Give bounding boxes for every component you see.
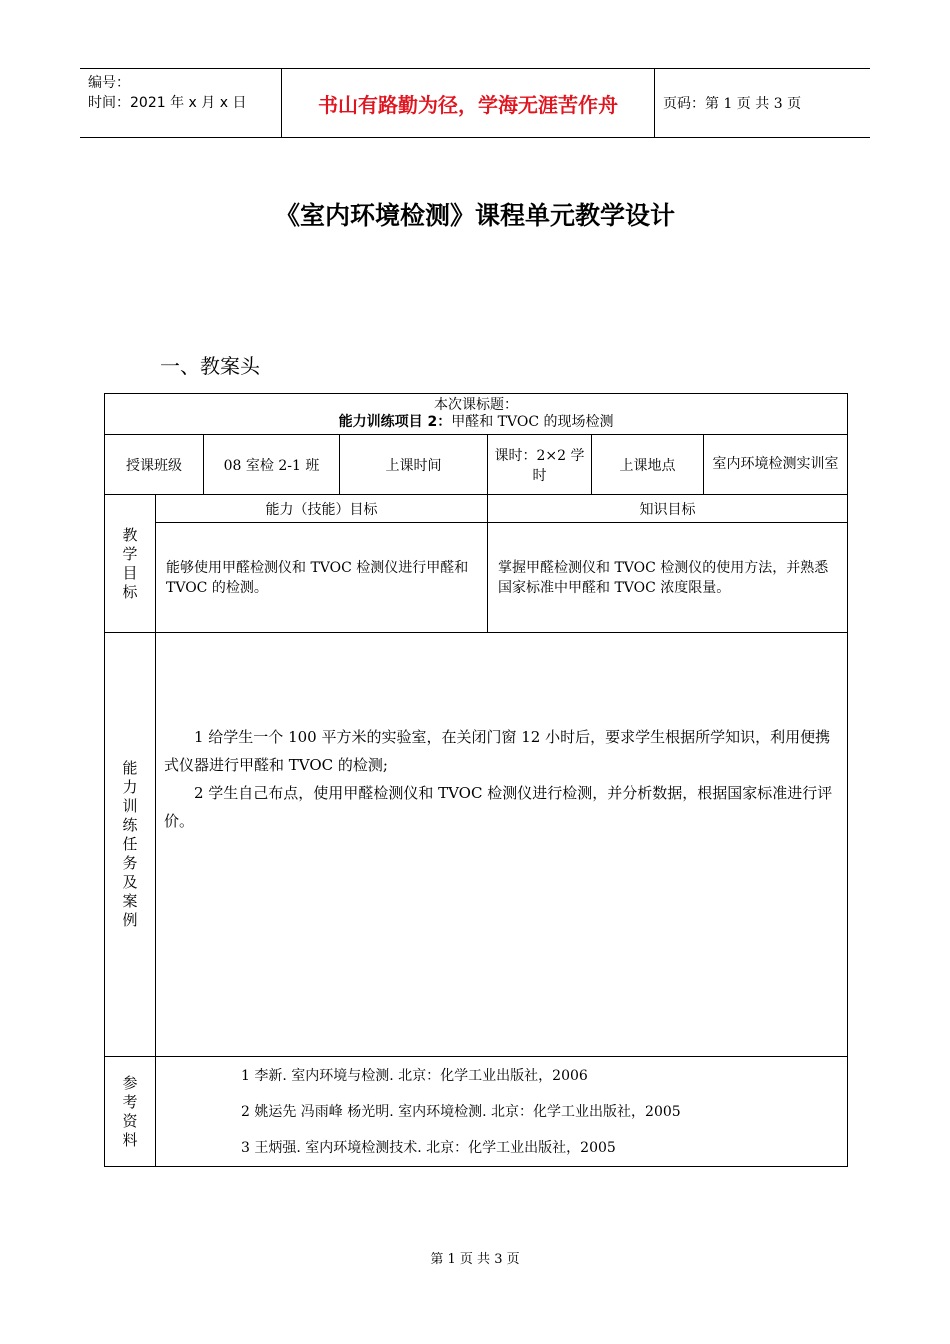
reference-item-3: 3 王炳强. 室内环境检测技术. 北京：化学工业出版社，2005 xyxy=(241,1139,616,1156)
tasks-label-char: 案 xyxy=(122,892,138,910)
time-label: 上课时间 xyxy=(340,435,488,495)
header-motto: 书山有路勤为径，学海无涯苦作舟 xyxy=(281,69,655,137)
knowledge-goal-header: 知识目标 xyxy=(488,495,848,523)
document-header xyxy=(80,68,870,138)
task-item-2: 2 学生自己布点，使用甲醛检测仪和 TVOC 检测仪进行检测，并分析数据，根据国家标准进行评价。 xyxy=(164,784,833,830)
reference-item-1: 1 李新. 室内环境与检测. 北京：化学工业出版社，2006 xyxy=(241,1067,588,1084)
topic-label: 本次课标题： xyxy=(434,397,519,413)
lesson-plan-table xyxy=(104,393,848,1167)
number-label: 编号： xyxy=(88,75,130,91)
tasks-label-char: 及 xyxy=(122,873,138,891)
tasks-label-char: 例 xyxy=(122,911,138,929)
goals-header-row xyxy=(105,495,848,523)
refs-label-char: 考 xyxy=(122,1092,138,1111)
class-label: 授课班级 xyxy=(105,435,204,495)
topic-title xyxy=(105,414,847,431)
tasks-label-char: 任 xyxy=(122,835,138,853)
tasks-label xyxy=(105,633,156,1057)
tasks-row xyxy=(105,633,848,1057)
tasks-label-char: 练 xyxy=(122,816,138,834)
document-title: 《室内环境检测》课程单元教学设计 xyxy=(274,201,675,230)
reference-item-2: 2 姚运先 冯雨峰 杨光明. 室内环境检测. 北京：化学工业出版社，2005 xyxy=(241,1103,681,1120)
goals-label-char: 学 xyxy=(122,544,138,563)
header-page-info: 页码：第 1 页 共 3 页 xyxy=(663,96,802,112)
goals-label xyxy=(105,495,156,633)
section-heading: 一、教案头 xyxy=(160,354,260,378)
topic-row xyxy=(105,394,848,435)
refs-label xyxy=(105,1057,156,1167)
refs-label-char: 料 xyxy=(122,1130,138,1149)
page-footer: 第 1 页 共 3 页 xyxy=(430,1252,520,1267)
knowledge-goal-text: 掌握甲醛检测仪和 TVOC 检测仪的使用方法，并熟悉国家标准中甲醛和 TVOC 浓度限量。 xyxy=(488,523,848,633)
topic-cell xyxy=(105,394,848,435)
date-label: 时间：2021 年 x 月 x 日 xyxy=(88,95,247,111)
skill-goal-header: 能力（技能）目标 xyxy=(156,495,488,523)
place-label: 上课地点 xyxy=(592,435,704,495)
place-value: 室内环境检测实训室 xyxy=(704,435,848,495)
topic-rest: 甲醛和 TVOC 的现场检测 xyxy=(451,414,614,430)
class-value: 08 室检 2-1 班 xyxy=(204,435,340,495)
task-item-1: 1 给学生一个 100 平方米的实验室，在关闭门窗 12 小时后，要求学生根据所学知识，利用便携式仪器进行甲醛和 TVOC 的检测; xyxy=(164,728,831,774)
topic-bold: 能力训练项目 2： xyxy=(338,414,452,430)
refs-content xyxy=(156,1057,848,1167)
goals-label-char: 教 xyxy=(122,525,138,544)
goals-content-row xyxy=(105,523,848,633)
tasks-label-char: 训 xyxy=(122,797,138,815)
goals-label-char: 标 xyxy=(122,582,138,601)
class-info-row xyxy=(105,435,848,495)
tasks-label-char: 能 xyxy=(122,759,138,777)
hours-value: 课时：2×2 学时 xyxy=(488,435,592,495)
refs-label-char: 资 xyxy=(122,1111,138,1130)
goals-label-char: 目 xyxy=(122,563,138,582)
refs-label-char: 参 xyxy=(122,1073,138,1092)
skill-goal-text: 能够使用甲醛检测仪和 TVOC 检测仪进行甲醛和 TVOC 的检测。 xyxy=(156,523,488,633)
tasks-label-char: 务 xyxy=(122,854,138,872)
header-meta xyxy=(80,69,280,137)
references-row xyxy=(105,1057,848,1167)
tasks-content xyxy=(156,633,848,1057)
tasks-label-char: 力 xyxy=(122,778,138,796)
